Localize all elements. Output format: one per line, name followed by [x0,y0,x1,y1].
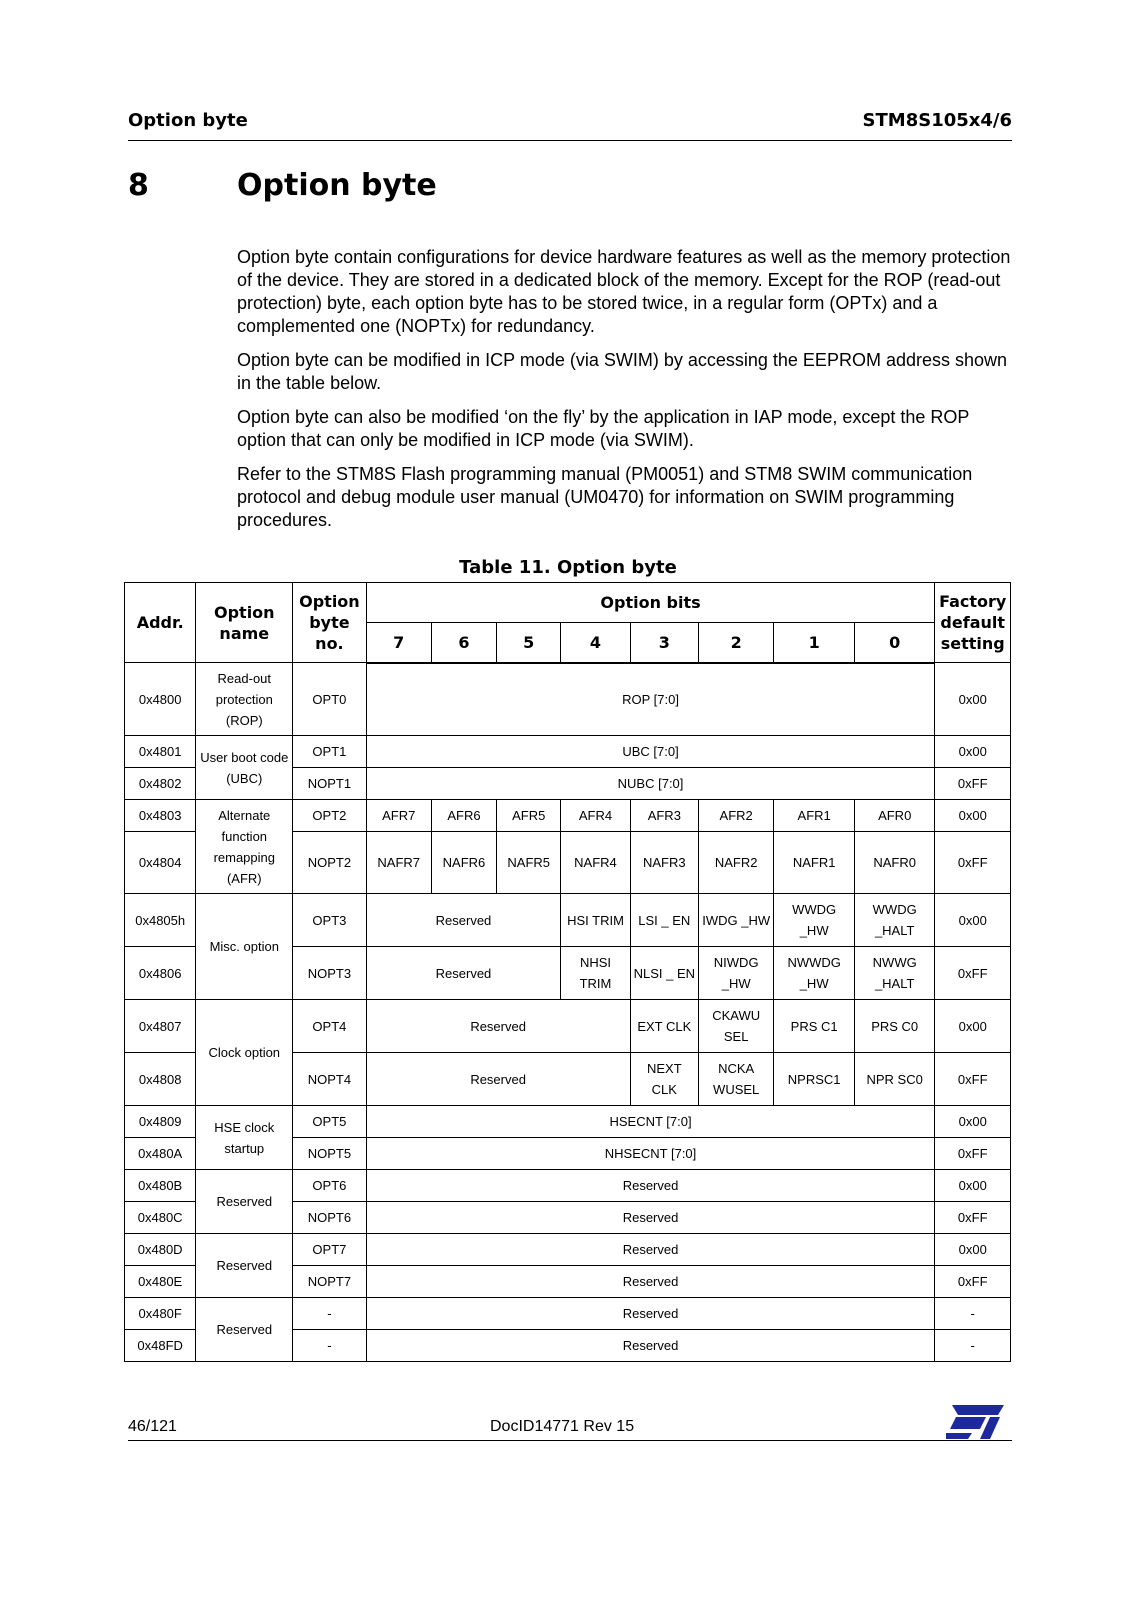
cell-factory-default: - [935,1330,1011,1362]
cell-bit: NAFR4 [561,832,630,894]
cell-bit: AFR5 [497,800,561,832]
cell-factory-default: 0x00 [935,736,1011,768]
table-row [125,1170,1011,1202]
cell-factory-default: - [935,1298,1011,1330]
table-row [125,800,1011,832]
cell-bit: NIWDG _HW [698,947,773,1000]
header-bit: 5 [497,623,561,663]
cell-bit: NPRSC1 [774,1053,855,1106]
cell-option-byte-no: OPT4 [293,1000,366,1053]
cell-option-byte-no: OPT7 [293,1234,366,1266]
cell-bit: NAFR6 [431,832,496,894]
cell-bit: NAFR7 [366,832,431,894]
cell-bit: EXT CLK [630,1000,698,1053]
cell-factory-default: 0xFF [935,947,1011,1000]
header-option-bits: Option bits [366,583,935,623]
cell-option-byte-no: OPT3 [293,894,366,947]
page-number: 46/121 [128,1418,177,1435]
cell-bit: AFR2 [698,800,773,832]
cell-reserved: Reserved [366,894,561,947]
cell-option-byte-no: OPT1 [293,736,366,768]
cell-bit: IWDG _HW [698,894,773,947]
cell-option-byte-no: NOPT3 [293,947,366,1000]
cell-option-byte-no: OPT6 [293,1170,366,1202]
cell-option-bits: UBC [7:0] [366,736,935,768]
cell-option-name: Read-out protection (ROP) [196,663,293,736]
cell-factory-default: 0x00 [935,1106,1011,1138]
cell-bit: NAFR1 [774,832,855,894]
cell-bit: NHSI TRIM [561,947,630,1000]
cell-factory-default: 0xFF [935,1138,1011,1170]
cell-bit: WWDG _HW [774,894,855,947]
running-header-product: STM8S105x4/6 [862,110,1012,131]
cell-addr: 0x4802 [125,768,196,800]
cell-option-bits: NHSECNT [7:0] [366,1138,935,1170]
cell-bit: NAFR3 [630,832,698,894]
cell-reserved: Reserved [366,947,561,1000]
cell-addr: 0x4807 [125,1000,196,1053]
cell-option-name: Reserved [196,1234,293,1298]
cell-option-byte-no: OPT2 [293,800,366,832]
cell-option-bits: HSECNT [7:0] [366,1106,935,1138]
cell-addr: 0x480C [125,1202,196,1234]
cell-bit: AFR1 [774,800,855,832]
cell-option-bits: Reserved [366,1330,935,1362]
cell-bit: AFR6 [431,800,496,832]
cell-addr: 0x4809 [125,1106,196,1138]
section-body [237,246,1017,543]
cell-addr: 0x4801 [125,736,196,768]
cell-option-byte-no: NOPT1 [293,768,366,800]
cell-option-byte-no: OPT0 [293,663,366,736]
cell-option-name: HSE clock startup [196,1106,293,1170]
cell-factory-default: 0x00 [935,1170,1011,1202]
cell-bit: LSI _ EN [630,894,698,947]
section-number: 8 [128,168,149,203]
paragraph: Refer to the STM8S Flash programming manual (PM0051) and STM8 SWIM communication protocol and debug module user manual (UM0470) for information on SWIM programming procedures. [237,464,973,530]
paragraph: Option byte can be modified in ICP mode (via SWIM) by accessing the EEPROM address shown in the table below. [237,350,1008,393]
cell-option-bits: Reserved [366,1266,935,1298]
cell-bit: AFR4 [561,800,630,832]
cell-option-byte-no: OPT5 [293,1106,366,1138]
cell-bit: NAFR2 [698,832,773,894]
cell-option-byte-no: NOPT2 [293,832,366,894]
table-row [125,1298,1011,1330]
cell-option-byte-no: - [293,1298,366,1330]
footer-rule [128,1440,1012,1441]
cell-option-name: Alternate function remapping (AFR) [196,800,293,894]
cell-bit: PRS C1 [774,1000,855,1053]
st-logo [946,1403,1004,1439]
header-option-byte-no: Option byte no. [293,583,366,663]
header-rule [128,140,1012,141]
cell-option-byte-no: - [293,1330,366,1362]
cell-bit: AFR0 [854,800,935,832]
cell-bit: WWDG _HALT [854,894,935,947]
table-row [125,1106,1011,1138]
cell-addr: 0x480B [125,1170,196,1202]
cell-bit: NAFR0 [854,832,935,894]
cell-bit: AFR3 [630,800,698,832]
header-bit: 2 [698,623,773,663]
cell-factory-default: 0x00 [935,800,1011,832]
cell-option-name: User boot code (UBC) [196,736,293,800]
cell-option-bits: Reserved [366,1298,935,1330]
cell-addr: 0x480A [125,1138,196,1170]
cell-option-byte-no: NOPT7 [293,1266,366,1298]
option-byte-table [124,582,1011,1362]
cell-option-bits: Reserved [366,1202,935,1234]
cell-factory-default: 0x00 [935,1000,1011,1053]
cell-option-byte-no: NOPT4 [293,1053,366,1106]
cell-factory-default: 0x00 [935,1234,1011,1266]
header-bit: 1 [774,623,855,663]
cell-option-name: Reserved [196,1170,293,1234]
cell-option-bits: Reserved [366,1170,935,1202]
table-row [125,894,1011,947]
cell-bit: NWWG _HALT [854,947,935,1000]
cell-reserved: Reserved [366,1000,630,1053]
header-bit: 0 [854,623,935,663]
cell-factory-default: 0xFF [935,1266,1011,1298]
cell-bit: CKAWU SEL [698,1000,773,1053]
cell-reserved: Reserved [366,1053,630,1106]
cell-bit: NWWDG _HW [774,947,855,1000]
header-bit: 6 [431,623,496,663]
cell-option-name: Misc. option [196,894,293,1000]
cell-bit: PRS C0 [854,1000,935,1053]
cell-addr: 0x4805h [125,894,196,947]
cell-bit: NAFR5 [497,832,561,894]
paragraph: Option byte contain configurations for device hardware features as well as the memory protection of the device. They are stored in a dedicated block of the memory. Except for the ROP (read-out protection) byte, each option byte has to be stored twice, in a regular form (OPTx) and a complemented one (NOPTx) for redundancy. [237,247,1011,336]
header-bit: 7 [366,623,431,663]
cell-addr: 0x480F [125,1298,196,1330]
cell-factory-default: 0xFF [935,768,1011,800]
section-title: Option byte [237,168,437,203]
header-addr: Addr. [125,583,196,663]
cell-addr: 0x4806 [125,947,196,1000]
cell-factory-default: 0xFF [935,832,1011,894]
cell-addr: 0x4808 [125,1053,196,1106]
running-header-section: Option byte [128,110,248,131]
cell-addr: 0x480E [125,1266,196,1298]
cell-bit: NLSI _ EN [630,947,698,1000]
cell-option-name: Clock option [196,1000,293,1106]
header-option-name: Option name [196,583,293,663]
cell-factory-default: 0xFF [935,1053,1011,1106]
cell-option-bits: ROP [7:0] [366,663,935,736]
cell-option-bits: Reserved [366,1234,935,1266]
cell-addr: 0x48FD [125,1330,196,1362]
cell-factory-default: 0x00 [935,663,1011,736]
cell-bit: NPR SC0 [854,1053,935,1106]
table-row [125,1234,1011,1266]
cell-option-name: Reserved [196,1298,293,1362]
cell-addr: 0x4804 [125,832,196,894]
cell-addr: 0x4803 [125,800,196,832]
cell-bit: HSI TRIM [561,894,630,947]
cell-option-byte-no: NOPT6 [293,1202,366,1234]
cell-bit: NEXT CLK [630,1053,698,1106]
cell-option-bits: NUBC [7:0] [366,768,935,800]
table-row [125,663,1011,736]
table-caption: Table 11. Option byte [459,557,677,578]
cell-option-byte-no: NOPT5 [293,1138,366,1170]
table-row [125,1000,1011,1053]
cell-bit: AFR7 [366,800,431,832]
cell-factory-default: 0xFF [935,1202,1011,1234]
doc-id: DocID14771 Rev 15 [490,1418,635,1435]
header-bit: 4 [561,623,630,663]
header-factory-default: Factory default setting [935,583,1011,663]
cell-factory-default: 0x00 [935,894,1011,947]
paragraph: Option byte can also be modified ‘on the fly’ by the application in IAP mode, except the ROP option that can only be modified in ICP mode (via SWIM). [237,407,970,450]
cell-bit: NCKA WUSEL [698,1053,773,1106]
cell-addr: 0x480D [125,1234,196,1266]
table-row [125,736,1011,768]
header-bit: 3 [630,623,698,663]
cell-addr: 0x4800 [125,663,196,736]
